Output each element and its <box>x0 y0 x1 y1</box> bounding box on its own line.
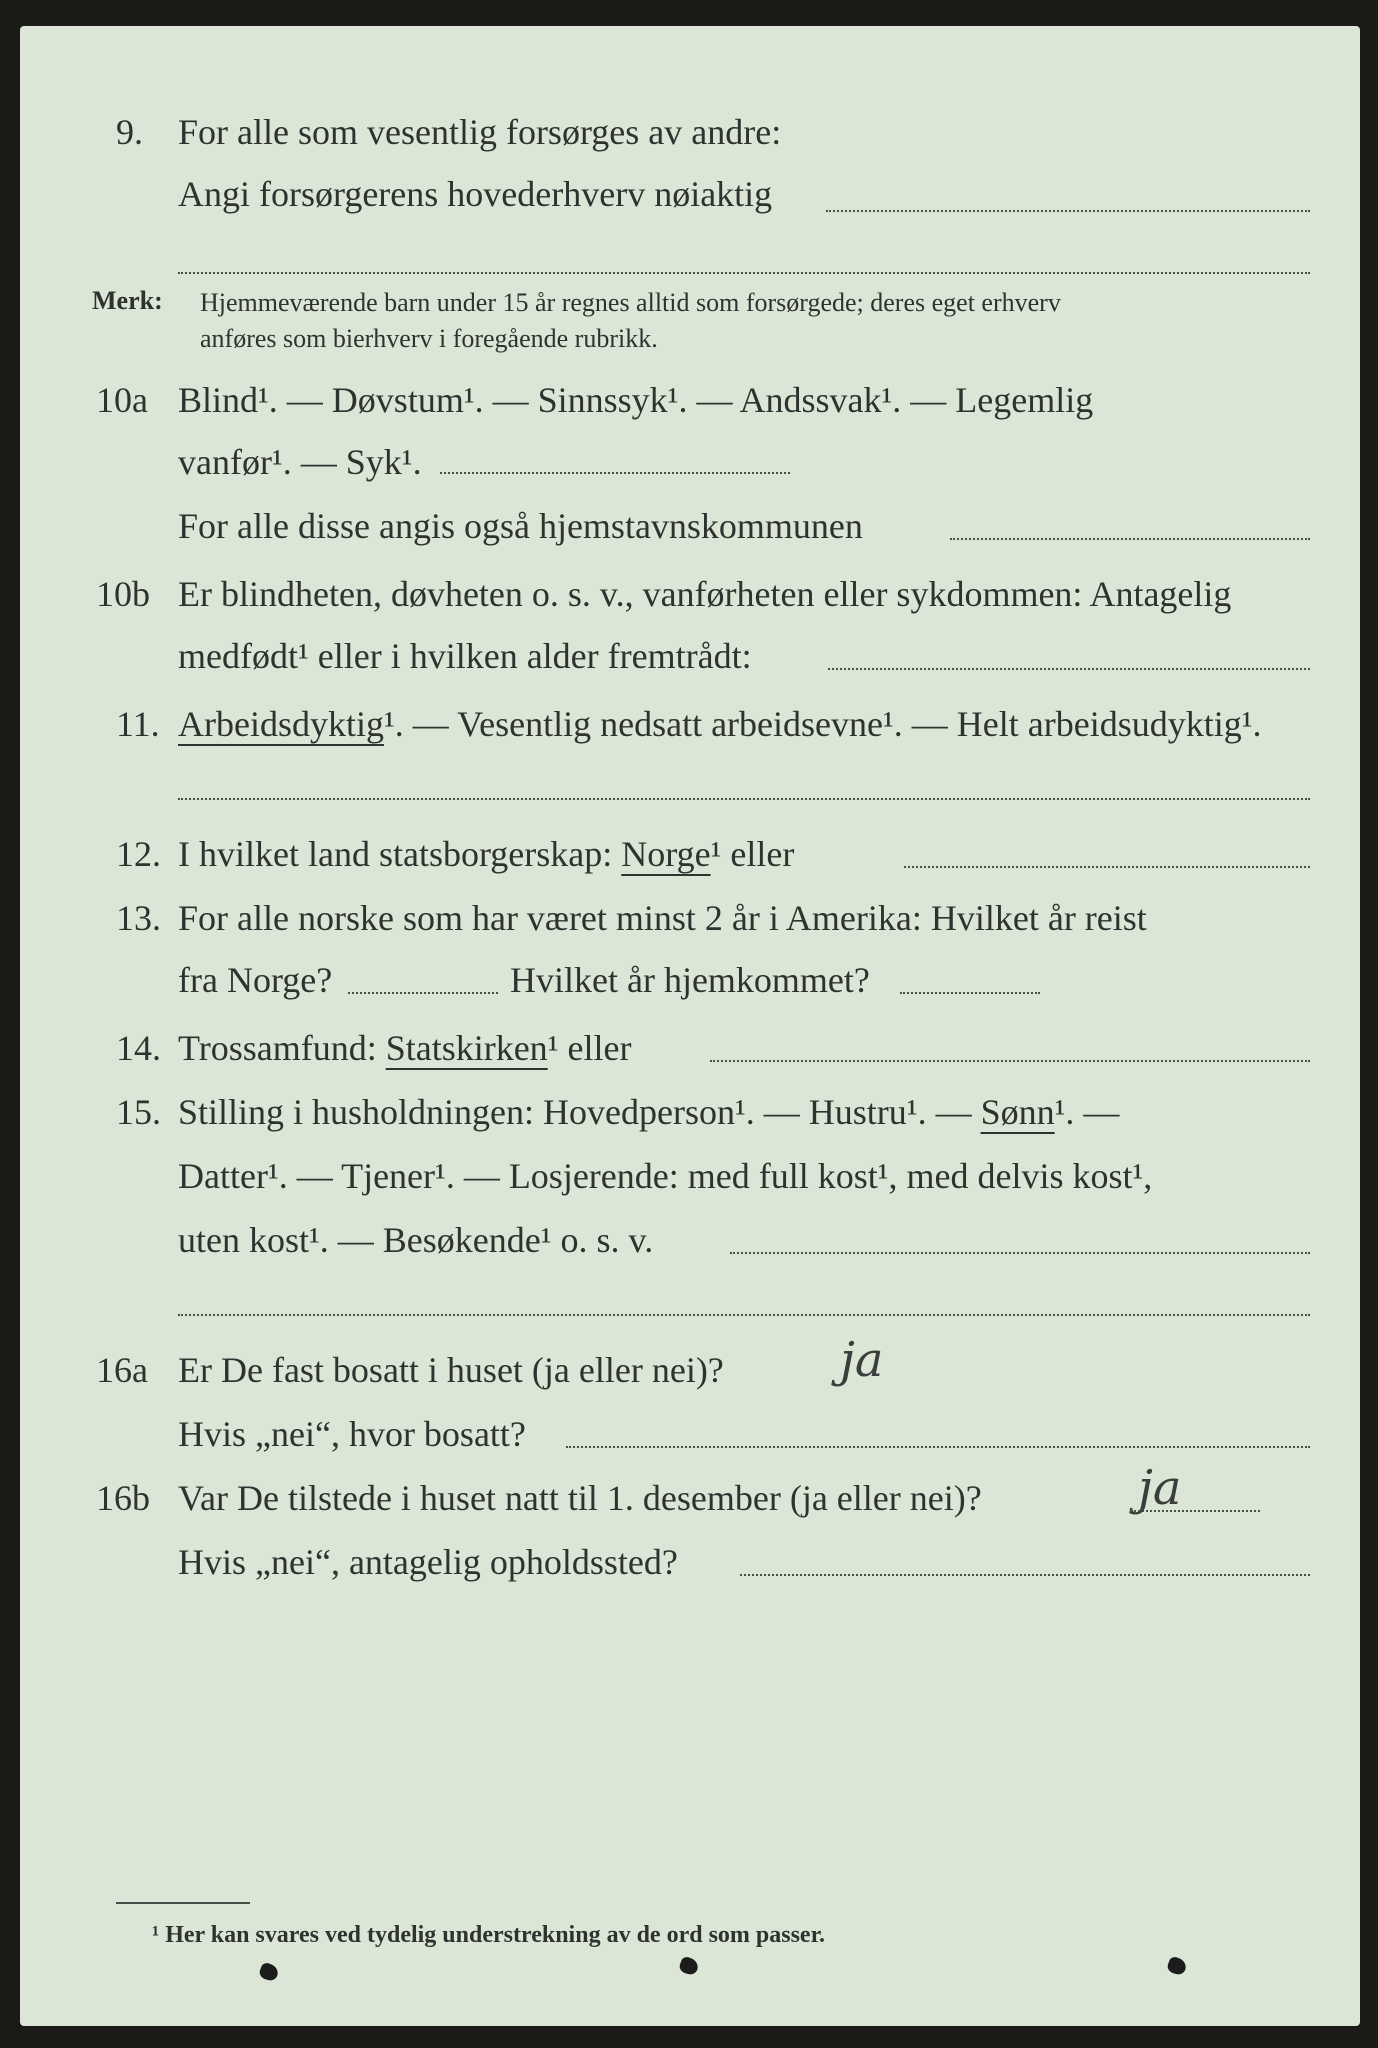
q13-text-1: For alle norske som har været minst 2 år i Amerika: Hvilket år reist <box>178 898 1147 938</box>
q11-option-arbeidsdyktig[interactable]: Arbeidsdyktig <box>178 704 384 744</box>
q14-answer-line[interactable] <box>710 1060 1310 1062</box>
q10a-text-1: Blind¹. — Døvstum¹. — Sinnssyk¹. — Andssvak¹. — Legemlig <box>178 380 1094 420</box>
q15-pre: Stilling i husholdningen: Hovedperson¹. — Hustru¹. — <box>178 1092 972 1132</box>
q10a-answer-line-2[interactable] <box>950 538 1310 540</box>
q10a-text-3: For alle disse angis også hjemstavnskommunen <box>178 506 863 546</box>
q10b-text-1: Er blindheten, døvheten o. s. v., vanførheten eller sykdommen: Antagelig <box>178 574 1232 614</box>
q12-option-norge[interactable]: Norge <box>621 834 711 874</box>
q15-answer-line-2[interactable] <box>178 1314 1310 1316</box>
q15-option-sonn[interactable]: Sønn <box>980 1092 1055 1132</box>
merk-text-2: anføres som bierhverv i foregående rubrikk. <box>200 324 658 353</box>
q9-answer-line-2[interactable] <box>178 272 1310 274</box>
q14-pre: Trossamfund: <box>178 1028 377 1068</box>
q16a-text-2: Hvis „nei“, hvor bosatt? <box>178 1414 526 1454</box>
q12-number: 12. <box>116 834 161 874</box>
q14-post: ¹ eller <box>547 1028 632 1068</box>
q15-text-2: Datter¹. — Tjener¹. — Losjerende: med full kost¹, med delvis kost¹, <box>178 1156 1153 1196</box>
q10b-number: 10b <box>96 574 150 614</box>
q11-text <box>178 706 1262 742</box>
q10a-answer-line-1[interactable] <box>440 472 790 474</box>
q13-reist-answer-line[interactable] <box>348 992 498 994</box>
q10b-answer-line[interactable] <box>828 668 1310 670</box>
ink-blot-left <box>258 1961 280 1982</box>
q16b-answer-line-1[interactable] <box>1130 1510 1260 1512</box>
q10a-number: 10a <box>96 380 148 420</box>
census-form-page <box>20 26 1360 2026</box>
ink-blot-center <box>678 1955 700 1976</box>
merk-text-1: Hjemmeværende barn under 15 år regnes alltid som forsørgede; deres eget erhverv <box>200 288 1061 317</box>
q16b-text-1: Var De tilstede i huset natt til 1. desember (ja eller nei)? <box>178 1478 982 1518</box>
q12-post: ¹ eller <box>710 834 795 874</box>
q11-answer-line[interactable] <box>178 798 1310 800</box>
q14-number: 14. <box>116 1028 161 1068</box>
q16a-handwritten-answer[interactable]: ja <box>840 1332 884 1388</box>
footnote-rule <box>116 1902 250 1904</box>
q11-number: 11. <box>116 704 160 744</box>
q13-hjemkommet-answer-line[interactable] <box>900 992 1040 994</box>
q16b-handwritten-answer[interactable]: ja <box>1138 1460 1182 1516</box>
q10b-text-2: medfødt¹ eller i hvilken alder fremtrådt: <box>178 636 752 676</box>
q12-pre: I hvilket land statsborgerskap: <box>178 834 613 874</box>
footnote: ¹ Her kan svares ved tydelig understrekning av de ord som passer. <box>152 1922 826 1948</box>
q15-post: ¹. — <box>1054 1092 1120 1132</box>
q16a-number: 16a <box>96 1350 148 1390</box>
q13-text-2a: fra Norge? <box>178 960 333 1000</box>
q9-text-2: Angi forsørgerens hovederhverv nøiaktig <box>178 174 773 214</box>
q14-text <box>178 1030 631 1066</box>
merk-label: Merk: <box>92 286 163 315</box>
q15-answer-line-1[interactable] <box>730 1252 1310 1254</box>
q16a-text-1: Er De fast bosatt i huset (ja eller nei)? <box>178 1350 724 1390</box>
q16b-answer-line-2[interactable] <box>740 1574 1310 1576</box>
q15-text-3: uten kost¹. — Besøkende¹ o. s. v. <box>178 1220 654 1260</box>
q14-option-statskirken[interactable]: Statskirken <box>385 1028 548 1068</box>
q9-number: 9. <box>116 112 143 152</box>
q16a-answer-line[interactable] <box>566 1446 1310 1448</box>
q12-answer-line[interactable] <box>904 866 1310 868</box>
q15-text-1 <box>178 1094 1119 1130</box>
q10a-text-2: vanfør¹. — Syk¹. <box>178 442 422 482</box>
q13-number: 13. <box>116 898 161 938</box>
q15-number: 15. <box>116 1092 161 1132</box>
q13-text-2b: Hvilket år hjemkommet? <box>510 960 870 1000</box>
q9-answer-line-1[interactable] <box>826 210 1310 212</box>
q16b-number: 16b <box>96 1478 150 1518</box>
q16b-text-2: Hvis „nei“, antagelig opholdssted? <box>178 1542 678 1582</box>
q12-text <box>178 836 794 872</box>
q9-text-1: For alle som vesentlig forsørges av andre: <box>178 112 782 152</box>
ink-blot-right <box>1166 1955 1188 1976</box>
q11-rest: ¹. — Vesentlig nedsatt arbeidsevne¹. — Helt arbeidsudyktig¹. <box>383 704 1262 744</box>
